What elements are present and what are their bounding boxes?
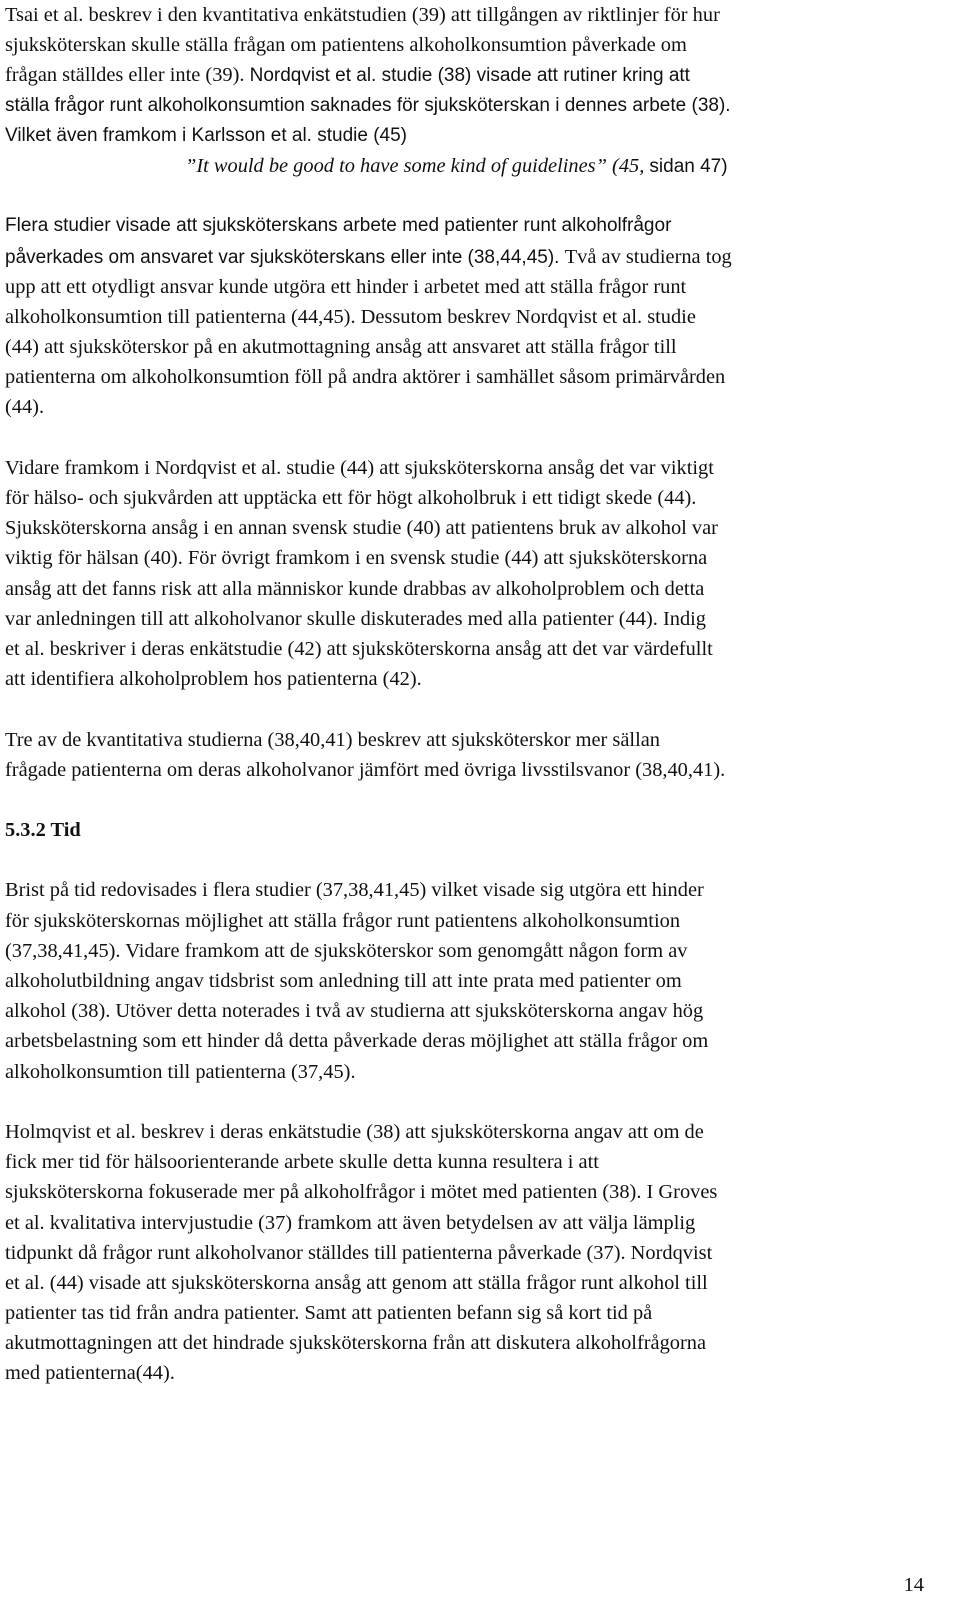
text-line: ansåg att det fanns risk att alla människor kunde drabbas av alkoholproblem och detta xyxy=(5,577,705,600)
text-line: för hälso- och sjukvården att upptäcka ett för högt alkoholbruk i ett tidigt skede (44). xyxy=(5,487,697,509)
text-line: frågade patienterna om deras alkoholvanor jämfört med övriga livsstilsvanor (38,40,41). xyxy=(5,758,726,781)
text-line: Tsai et al. beskrev i den kvantitativa enkätstudien (39) att tillgången av riktlinjer för hur xyxy=(5,4,720,26)
text-line: var anledningen till att alkoholvanor skulle diskuterades med alla patienter (44). Indig xyxy=(5,607,706,630)
text-line: alkohol (38). Utöver detta noterades i två av studierna att sjuksköterskorna angav hög xyxy=(5,1000,704,1023)
text-segment: påverkades om ansvaret var sjuksköterskans eller inte (38,44,45). xyxy=(5,246,565,268)
page-number: 14 xyxy=(903,1574,924,1596)
text-line: för sjuksköterskornas möjlighet att ställa frågor runt patientens alkoholkonsumtion xyxy=(5,909,681,932)
text-segment: Nordqvist et al. studie (38) visade att rutiner kring att xyxy=(249,65,690,87)
text-line: (44). xyxy=(5,396,45,419)
block-quote xyxy=(5,151,930,181)
text-line: et al. (44) visade att sjuksköterskorna ansåg att genom att ställa frågor runt alkohol till xyxy=(5,1271,708,1294)
text-line: Vidare framkom i Nordqvist et al. studie (44) att sjuksköterskorna ansåg det var viktigt xyxy=(5,456,714,479)
text-line: fick mer tid för hälsoorienterande arbete skulle detta kunna resultera i att xyxy=(5,1151,599,1174)
text-line: Holmqvist et al. beskrev i deras enkätstudie (38) att sjuksköterskorna angav att om de xyxy=(5,1120,704,1143)
text-line: alkoholutbildning angav tidsbrist som anledning till att inte prata med patienter om xyxy=(5,970,682,992)
text-line-mixed xyxy=(5,242,930,272)
text-line: sjuksköterskan skulle ställa frågan om patientens alkoholkonsumtion påverkade om xyxy=(5,34,687,57)
text-line: patienter tas tid från andra patienter. Samt att patienten befann sig så kort tid på xyxy=(5,1302,653,1325)
text-line: Brist på tid redovisades i flera studier (37,38,41,45) vilket visade sig utgöra ett hinder xyxy=(5,879,704,902)
text-line: upp att ett otydligt ansvar kunde utgöra ett hinder i arbetet med att ställa frågor runt xyxy=(5,275,687,298)
quote-citation: sidan 47) xyxy=(649,155,728,177)
paragraph-quantitative xyxy=(5,725,930,785)
text-line: arbetsbelastning som ett hinder då detta påverkade deras möjlighet att ställa frågor om xyxy=(5,1030,709,1053)
text-line: (44) att sjuksköterskor på en akutmottagning ansåg att ansvaret att ställa frågor till xyxy=(5,336,677,359)
text-line: Sjuksköterskorna ansåg i en annan svensk studie (40) att patientens bruk av alkohol var xyxy=(5,517,718,540)
paragraph-more-time xyxy=(5,1117,930,1389)
section-heading: 5.3.2 Tid xyxy=(5,819,81,842)
text-line: tidpunkt då frågor runt alkoholvanor ställdes till patienterna påverkade (37). Nordqvist xyxy=(5,1241,713,1264)
text-line: et al. beskriver i deras enkätstudie (42) att sjuksköterskorna ansåg att det var värdefullt xyxy=(5,637,713,660)
text-line: att identifiera alkoholproblem hos patienterna (42). xyxy=(5,668,422,691)
paragraph-importance xyxy=(5,453,930,695)
document-page xyxy=(5,0,930,1389)
quote-text: ”It would be good to have some kind of guidelines” (45, xyxy=(185,154,650,177)
text-line: Tre av de kvantitativa studierna (38,40,41) beskrev att sjuksköterskor mer sällan xyxy=(5,728,660,751)
text-line: ställa frågor runt alkoholkonsumtion saknades för sjuksköterskan i dennes arbete (38). xyxy=(5,94,731,116)
text-line: et al. kvalitativa intervjustudie (37) framkom att även betydelsen av att välja lämplig xyxy=(5,1211,696,1234)
text-line: alkoholkonsumtion till patienterna (37,45). xyxy=(5,1060,356,1083)
text-line: med patienterna(44). xyxy=(5,1362,175,1385)
text-line: sjuksköterskorna fokuserade mer på alkoholfrågor i mötet med patienten (38). I Groves xyxy=(5,1181,718,1204)
text-segment: Två av studierna tog xyxy=(564,245,732,268)
text-segment: frågan ställdes eller inte (39). xyxy=(5,64,250,87)
paragraph-time-shortage xyxy=(5,875,930,1086)
text-line: Flera studier visade att sjuksköterskans arbete med patienter runt alkoholfrågor xyxy=(5,215,672,237)
text-line: alkoholkonsumtion till patienterna (44,45). Dessutom beskrev Nordqvist et al. studie xyxy=(5,305,696,328)
paragraph-guidelines xyxy=(5,0,930,181)
text-line: viktig för hälsan (40). För övrigt framkom i en svensk studie (44) att sjuksköterskorna xyxy=(5,547,708,570)
text-line: (37,38,41,45). Vidare framkom att de sjuksköterskor som genomgått någon form av xyxy=(5,939,688,962)
text-line: Vilket även framkom i Karlsson et al. studie (45) xyxy=(5,124,407,146)
text-line-mixed xyxy=(5,60,930,90)
text-line: akutmottagningen att det hindrade sjuksköterskorna från att diskutera alkoholfrågorna xyxy=(5,1332,706,1355)
paragraph-responsibility xyxy=(5,211,930,422)
text-line: patienterna om alkoholkonsumtion föll på andra aktörer i samhället såsom primärvården xyxy=(5,366,726,389)
